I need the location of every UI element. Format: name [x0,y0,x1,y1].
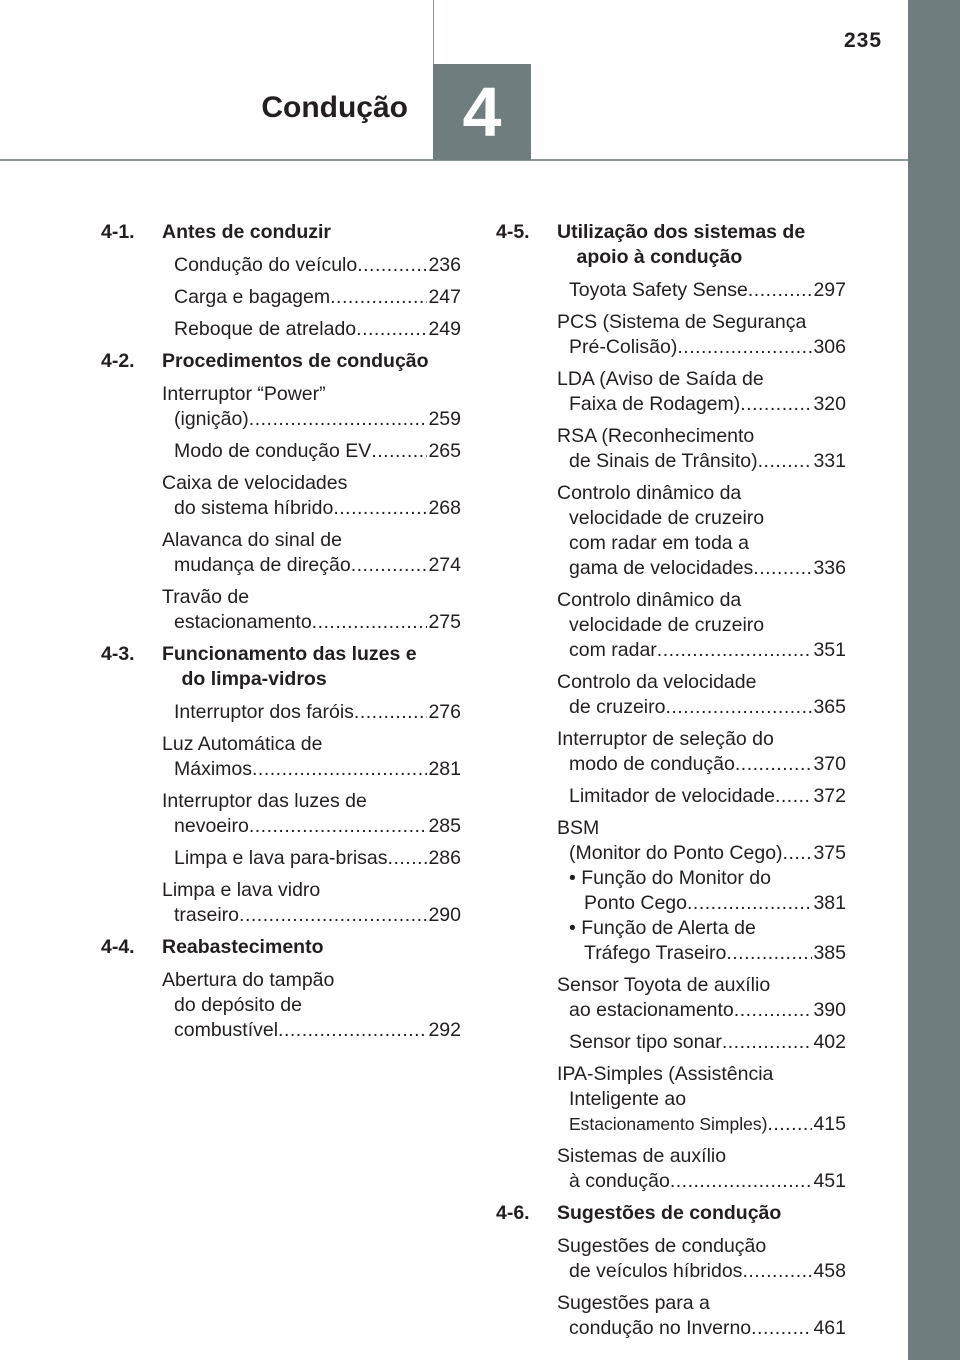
entry-text: gama de velocidades [569,557,754,579]
entry-text: velocidade de cruzeiro [569,614,765,636]
section-number: 4-2. [101,350,135,372]
toc-section-heading[interactable] [496,1201,846,1226]
dot-leader [278,1018,427,1043]
section-title-line: apoio à condução [576,246,743,268]
entry-page-number: 274 [428,554,461,576]
entry-text: Sensor Toyota de auxílio [557,974,771,996]
entry-text: Toyota Safety Sense [569,279,748,301]
entry-text: IPA-Simples (Assistência [557,1063,774,1085]
toc-entry[interactable] [496,588,846,663]
toc-entry[interactable] [101,317,461,342]
entry-text: do depósito de [174,994,302,1016]
dot-leader [740,392,812,417]
toc-section-heading[interactable] [101,935,461,960]
toc-subentry[interactable] [496,866,846,916]
dot-leader [312,610,428,635]
dot-leader [726,941,812,966]
toc-entry[interactable] [496,278,846,303]
toc-entry[interactable] [101,968,461,1043]
entry-page-number: 331 [813,450,846,472]
entry-text: Pré-Colisão) [569,336,678,358]
entry-page-number: 372 [813,785,846,807]
entry-text: Condução do veículo [174,254,358,276]
entry-page-number: 281 [428,758,461,780]
entry-page-number: 292 [428,1019,461,1041]
entry-text: Carga e bagagem [174,286,331,308]
entry-text: com radar em toda a [569,532,749,554]
entry-page-number: 451 [813,1170,846,1192]
entry-text: nevoeiro [174,815,249,837]
entry-page-number: 286 [428,847,461,869]
entry-page-number: 375 [813,842,846,864]
entry-text: Sugestões para a [557,1292,710,1314]
section-title-line: do limpa-vidros [181,668,327,690]
toc-section-heading[interactable] [496,220,846,270]
toc-entry[interactable] [101,732,461,782]
toc-entry[interactable] [496,670,846,720]
toc-section-heading[interactable] [101,349,461,374]
entry-text: Abertura do tampão [162,969,335,991]
entry-text: Sensor tipo sonar [569,1031,722,1053]
section-title: Sugestões de condução [557,1202,782,1224]
entry-text: traseiro [174,904,240,926]
entry-page-number: 320 [813,393,846,415]
entry-text: PCS (Sistema de Segurança [557,311,807,333]
entry-text: • Função de Alerta de [569,917,756,939]
dot-leader [252,757,427,782]
entry-text: Reboque de atrelado [174,318,357,340]
dot-leader [388,846,428,871]
dot-leader [239,903,427,928]
dot-leader [670,1169,813,1194]
toc-entry[interactable] [101,700,461,725]
section-title-line: Utilização dos sistemas de [557,221,806,243]
entry-text: Modo de condução EV [174,440,372,462]
entry-page-number: 297 [813,279,846,301]
toc-entry[interactable] [101,528,461,578]
dot-leader [356,317,427,342]
entry-text: LDA (Aviso de Saída de [557,368,764,390]
entry-page-number: 458 [813,1260,846,1282]
entry-page-number: 415 [813,1113,846,1135]
entry-page-number: 236 [428,254,461,276]
toc-entry[interactable] [496,1144,846,1194]
toc-entry[interactable] [496,816,846,866]
toc-section-heading[interactable] [101,642,461,692]
toc-entry[interactable] [101,253,461,278]
dot-leader [351,553,428,578]
entry-page-number: 249 [428,318,461,340]
toc-entry[interactable] [496,367,846,417]
entry-page-number: 336 [813,557,846,579]
toc-entry[interactable] [101,846,461,871]
entry-text: velocidade de cruzeiro [569,507,765,529]
entry-text: (ignição) [174,408,249,430]
dot-leader [687,891,812,916]
entry-page-number: 275 [428,611,461,633]
header-divider [433,0,434,64]
toc-entry[interactable] [496,1062,846,1137]
section-title-line: Funcionamento das luzes e [162,643,417,665]
dot-leader [748,278,813,303]
entry-page-number: 402 [813,1031,846,1053]
dot-leader [742,1259,812,1284]
dot-leader [758,449,813,474]
entry-text: Inteligente ao [569,1088,687,1110]
entry-page-number: 247 [428,286,461,308]
entry-text: condução no Inverno [569,1317,752,1339]
entry-text: Controlo dinâmico da [557,482,742,504]
dot-leader [249,407,428,432]
dot-leader [330,285,427,310]
section-title [557,220,846,270]
toc-entry[interactable] [101,285,461,310]
entry-page-number: 290 [428,904,461,926]
toc-entry[interactable] [101,471,461,521]
section-number: 4-3. [101,643,135,665]
dot-leader [722,1030,813,1055]
toc-entry[interactable] [496,973,846,1023]
entry-text: mudança de direção [174,554,351,576]
entry-text: • Função do Monitor do [569,867,771,889]
entry-text: de cruzeiro [569,696,666,718]
toc-entry[interactable] [496,481,846,581]
entry-text: RSA (Reconhecimento [557,425,755,447]
entry-text: com radar [569,639,657,661]
entry-page-number: 351 [813,639,846,661]
dot-leader [371,439,427,464]
entry-text: BSM [557,817,600,839]
toc-entry[interactable] [101,585,461,635]
entry-page-number: 365 [813,696,846,718]
entry-text: Luz Automática de [162,733,323,755]
toc-entry[interactable] [101,878,461,928]
entry-text: Limitador de velocidade [569,785,775,807]
chapter-side-tab [908,0,960,1360]
toc-left-column [101,220,461,1050]
entry-page-number: 381 [813,892,846,914]
toc-entry[interactable] [496,1291,846,1341]
entry-page-number: 461 [813,1317,846,1339]
section-title: Procedimentos de condução [162,350,429,372]
entry-text: (Monitor do Ponto Cego) [569,842,783,864]
entry-text: Estacionamento Simples) [569,1114,768,1134]
entry-text: Interruptor das luzes de [162,790,367,812]
section-number: 4-1. [101,221,135,243]
entry-text: estacionamento [174,611,312,633]
entry-page-number: 285 [428,815,461,837]
section-number: 4-6. [496,1202,530,1224]
entry-text: Travão de [162,586,250,608]
toc-subentry[interactable] [496,916,846,966]
dot-leader [333,496,427,521]
chapter-title: Condução [261,91,408,124]
toc-section-heading[interactable] [101,220,461,245]
dot-leader [657,638,813,663]
toc-right-column [496,220,846,1348]
toc-entry[interactable] [496,727,846,777]
toc-entry[interactable] [101,439,461,464]
entry-page-number: 259 [428,408,461,430]
dot-leader [753,556,812,581]
entry-text: do sistema híbrido [174,497,334,519]
dot-leader [775,784,812,809]
entry-page-number: 268 [428,497,461,519]
chapter-number-box: 4 [433,64,531,160]
entry-text: Máximos [174,758,253,780]
toc-entry[interactable] [496,784,846,809]
section-title: Antes de conduzir [162,221,332,243]
entry-text: de veículos híbridos [569,1260,743,1282]
entry-text: Tráfego Traseiro [584,942,727,964]
entry-text: Caixa de velocidades [162,472,348,494]
entry-text: Interruptor “Power” [162,383,326,405]
entry-page-number: 370 [813,753,846,775]
dot-leader [665,695,812,720]
entry-text: Ponto Cego [584,892,687,914]
dot-leader [357,253,427,278]
dot-leader [783,841,813,866]
entry-text: Controlo da velocidade [557,671,757,693]
toc-entry[interactable] [496,1234,846,1284]
entry-page-number: 265 [428,440,461,462]
toc-entry[interactable] [496,1030,846,1055]
dot-leader [735,752,813,777]
toc-entry[interactable] [101,382,461,432]
entry-text: Interruptor de seleção do [557,728,774,750]
section-title: Reabastecimento [162,936,324,958]
dot-leader [354,700,428,725]
entry-text: Controlo dinâmico da [557,589,742,611]
entry-page-number: 306 [813,336,846,358]
entry-text: Interruptor dos faróis [174,701,354,723]
entry-text: Sugestões de condução [557,1235,767,1257]
dot-leader [734,998,813,1023]
entry-page-number: 390 [813,999,846,1021]
entry-text: combustível [174,1019,279,1041]
entry-text: à condução [569,1170,670,1192]
section-title [162,642,461,692]
entry-text: de Sinais de Trânsito) [569,450,758,472]
dot-leader [249,814,428,839]
entry-text: Limpa e lava vidro [162,879,321,901]
dot-leader [767,1112,812,1137]
section-number: 4-5. [496,221,530,243]
entry-text: modo de condução [569,753,735,775]
dot-leader [751,1316,812,1341]
toc-entry[interactable] [496,424,846,474]
dot-leader [677,335,812,360]
toc-entry[interactable] [496,310,846,360]
entry-text: Faixa de Rodagem) [569,393,741,415]
page-number: 235 [844,29,883,52]
toc-entry[interactable] [101,789,461,839]
entry-text: Sistemas de auxílio [557,1145,727,1167]
entry-text: ao estacionamento [569,999,734,1021]
entry-text: Limpa e lava para-brisas [174,847,388,869]
entry-page-number: 385 [813,942,846,964]
entry-text: Alavanca do sinal de [162,529,342,551]
entry-page-number: 276 [428,701,461,723]
section-number: 4-4. [101,936,135,958]
